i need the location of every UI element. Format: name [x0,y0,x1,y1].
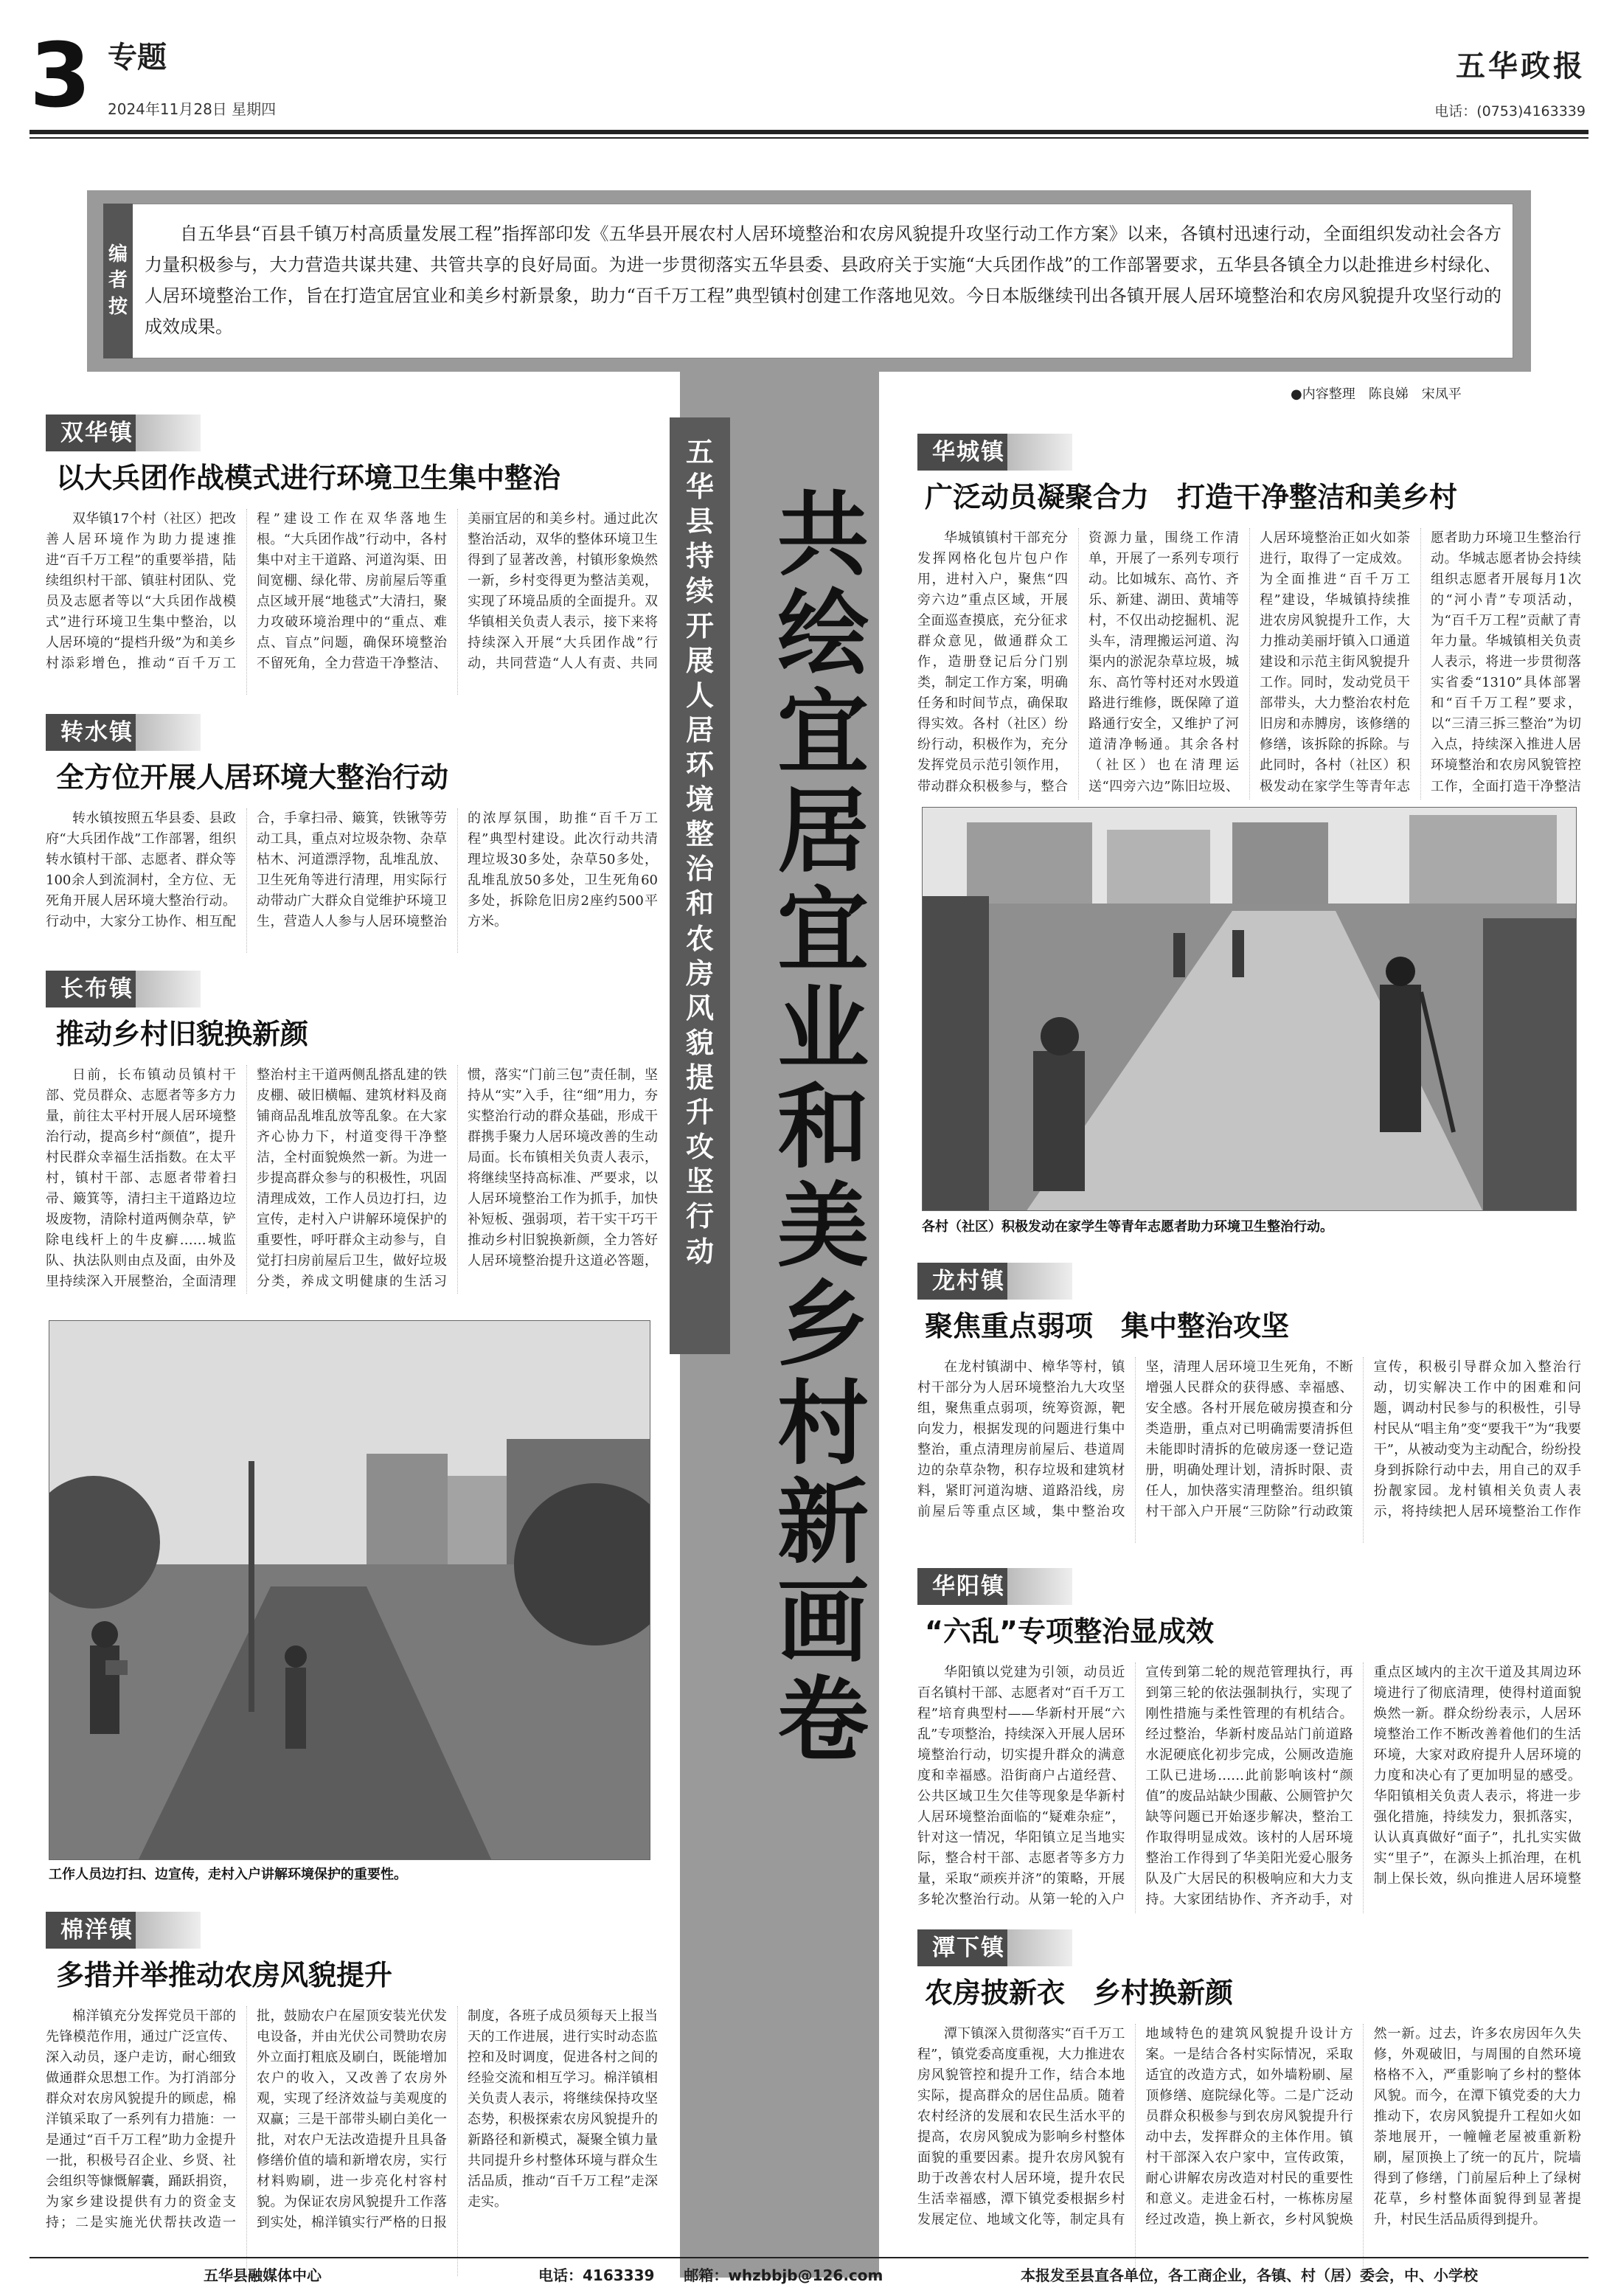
photo-changbu [49,1320,650,1860]
town-name: 棉洋镇 [60,1917,133,1943]
vertical-char: 和 [777,1075,869,1182]
vertical-char: 宜 [777,877,869,984]
page-number: 3 [29,25,91,128]
header-rule-thin [29,137,1589,139]
vertical-char: 华 [685,471,714,504]
town-name: 龙村镇 [932,1268,1005,1294]
vertical-char: 环 [685,748,714,781]
photo-huacheng [922,807,1577,1211]
town-tag [917,1568,1072,1605]
town-name: 长布镇 [60,976,133,1002]
town-name: 潭下镇 [932,1935,1005,1961]
vertical-char: 行 [685,1200,714,1233]
vertical-char: 五 [685,436,714,468]
vertical-char: 展 [685,644,714,677]
vertical-char: 人 [685,679,714,712]
vertical-char: 村 [777,1371,869,1478]
note-label-char: 按 [108,295,128,318]
header-phone: 电话：(0753)4163339 [1434,103,1586,119]
town-tag [46,1912,201,1949]
paper-name: 五华政报 [1456,49,1586,83]
town-tag [46,415,201,451]
section-body: 双华镇17个村（社区）把改善人居环境作为助力提速推进“百千万工程”的重要举措，陆续组织村干部、镇驻村团队、党员及志愿者等以“大兵团作战模式”进行环境卫生集中整治，以人居环境的“提档升级”为和美乡村添彩增色，推动“百千万工程”建设工作在双华落地生根。“大兵团作战”行动中，各村集中对主干道路、河道沟渠、田间宽棚、绿化带、房前屋后等重点区域开展“地毯式”大清扫，聚力攻破环境治理中的“重点、难点、盲点”问题，确保环境整治不留死角，全力营造干净整洁、美丽宜居的和美乡村。通过此次整治活动，双华的整体环境卫生得到了显著改善，村镇形象焕然一新，乡村变得更为整洁美观，实现了环境品质的全面提升。双华镇相关负责人表示，接下来将持续深入开展“大兵团作战”行动，共同营造“人人有责、共同 [46,510,658,672]
section-body: 华阳镇以党建为引领，动员近百名镇村干部、志愿者对“百千万工程”培育典型村——华新村开展“六乱”专项整治，持续深入开展人居环境整治行动，切实提升群众的满意度和幸福感。沿街商户占道经营、公共区域卫生欠佳等现象是华新村人居环境整治面临的“疑难杂症”，针对这一情况，华阳镇立足当地实际，整合村干部、志愿者等多方力量，采取“顽疾并济”的策略，开展多轮次整治行动。从第一轮的入户宣传到第二轮的规范管理执行，再到第三轮的依法强制执行，实现了刚性措施与柔性管理的有机结合。经过整治，华新村废品站门前道路水泥硬底化初步完成，公厕改造施工队已进场……此前影响该村“颜值”的废品站缺少围蔽、公厕管护欠缺等问题已开始逐步解决，整治工作取得明显成效。该村的人居环境整治工作得到了华美阳光爱心服务队及广大居民的积极响应和大力支持。大家团结协作、齐齐动手，对重点区域内的主次干道及其周边环境进行了彻底清理，使得村道面貌焕然一新。群众纷纷表示，人居环境整治工作不断改善着他们的生活环境，大家对政府提升人居环境的力度和决心有了更加明显的感受。华阳镇相关负责人表示，将进一步强化措施，持续发力，狠抓落实，认认真真做好“面子”，扎扎实实做实“里子”，在源头上抓治理，在机制上保长效，纵向推进人居环境整 [917,1664,1581,1908]
section-shuanghua [46,415,658,695]
section-tanxia [917,1929,1581,2273]
vertical-char: 宜 [777,679,869,786]
section-body: 华城镇镇村干部充分发挥网格化包片包户作用，进村入户，聚焦“四旁六边”重点区域，开展全面巡查摸底，充分征求群众意见，做通群众工作，造册登记后分门别类，制定工作方案，明确任务和时间节点，确保取得实效。各村（社区）纷纷行动，积极作为，充分发挥党员示范引领作用，带动群众积极参与，整合资源力量，围绕工作清单，开展了一系列专项行动。比如城东、高竹、齐乐、新建、湖田、黄埔等村，不仅出动挖掘机、泥头车，清理搬运河道、沟渠内的淤泥杂草垃圾，城东、高竹等村还对水毁道路进行维修，既保障了道路通行安全，又维护了河道清净畅通。其余各村（社区）也在清理运送“四旁六边”陈旧垃圾、人居环境整治正如火如荼进行，取得了一定成效。为全面推进“百千万工程”建设，华城镇持续推进农房风貌提升工作，大力推动美丽圩镇入口通道建设和示范主街风貌提升工作。同时，发动党员干部带头，大力整治农村危旧房和赤膊房，该修缮的修缮，该拆除的拆除。与此同时，各村（社区）积极发动在家学生等青年志愿者助力环境卫生整治行动。华城志愿者协会持续组织志愿者开展每月1次的“河小青”专项活动，为“百千万工程”贡献了青年力量。华城镇相关负责人表示，将进一步贯彻落实省委“1310”具体部署和“百千万工程”要求，以“三清三拆三整治”为切入点，持续深入推进人居环境整治和农房风貌管控工作，全面打造干净整洁 [917,530,1581,794]
section-title: 聚焦重点弱项 集中整治攻坚 [925,1310,1290,1342]
section-zhuanshui [46,714,658,953]
town-name: 华阳镇 [932,1573,1005,1600]
town-name: 双华镇 [60,420,133,446]
issue-date: 2024年11月28日 星期四 [108,100,277,118]
section-body: 日前，长布镇动员镇村干部、党员群众、志愿者等多方力量，前往太平村开展人居环境整治行动，提高乡村“颜值”，提升村民群众幸福生活指数。在太平村，镇村干部、志愿者带着扫帚、簸箕等，清扫主干道路边垃圾废物，清除村道两侧杂草，铲除电线杆上的牛皮癣……城监队、执法队则由点及面，由外及里持续深入开展整治，全面清理整治村主干道两侧乱搭乱建的铁皮棚、破旧横幅、建筑材料及商铺商品乱堆乱放等乱象。在大家齐心协力下，村道变得干净整洁，全村面貌焕然一新。为进一步提高群众参与的积极性，巩固清理成效，工作人员边打扫，边宣传，走村入户讲解环境保护的重要性，呼吁群众主动参与，自觉打扫房前屋后卫生，做好垃圾分类，养成文明健康的生活习惯，落实“门前三包”责任制，坚持从“实”入手，往“细”用力，夯实整治行动的群众基础，形成干群携手聚力人居环境改善的生动局面。长布镇相关负责人表示，将继续坚持高标准、严要求，以人居环境整治工作为抓手，加快补短板、强弱项，若干实干巧干推动乡村旧貌换新颜，全力答好人居环境整治提升这道必答题， [46,1067,658,1290]
footer-rule [29,2257,1589,2258]
vertical-char: 攻 [685,1131,714,1164]
vertical-char: 绘 [777,580,869,687]
vertical-char: 县 [685,505,714,538]
vertical-char: 动 [685,1235,714,1268]
town-tag [917,434,1072,471]
photo-caption: 工作人员边打扫、边宣传，走村入户讲解环境保护的重要性。 [49,1867,407,1882]
vertical-char: 房 [685,957,714,990]
section-title: 以大兵团作战模式进行环境卫生集中整治 [56,462,561,494]
section-huacheng [917,434,1581,800]
section-title: “六乱”专项整治显成效 [925,1615,1214,1648]
street-sweeping-scene [49,1321,650,1860]
footer-distribution: 本报发至县直各单位，各工商企业，各镇、村（居）委会，中、小学校 [1021,2266,1478,2284]
vertical-main-title [765,482,881,1774]
section-huayang [917,1568,1581,1913]
vertical-char: 貌 [685,1026,714,1059]
vertical-char: 共 [777,482,869,589]
vertical-char: 画 [777,1568,869,1675]
vertical-char: 风 [685,991,714,1024]
section-body: 棉洋镇充分发挥党员干部的先锋模范作用，通过广泛宣传、深入动员，逐户走访，耐心细致做通群众思想工作。为打消部分群众对农房风貌提升的顾虑，棉洋镇采取了一系列有力措施：一是通过“百千万工程”助力金提升一批，积极号召企业、乡贤、社会组织等慷慨解囊，踊跃捐资，为家乡建设提供有力的资金支持；二是实施光伏帮扶改造一批，鼓励农户在屋顶安装光伏发电设备，并由光伏公司赞助农房外立面打粗底及刷白，既能增加农户的收入，又改善了农房外观，实现了经济效益与美观度的双赢；三是干部带头刷白美化一批，对农户无法改造提升且具备修缮价值的墙和新增农房，实行材料购刷，进一步亮化村容村貌。为保证农房风貌提升工作落到实处，棉洋镇实行严格的日报制度，各班子成员须每天上报当天的工作进展，进行实时动态监控和及时调度，促进各村之间的经验交流和相互学习。棉洋镇相关负责人表示，将继续保持攻坚态势，积极探索农房风貌提升的新路径和新模式，凝聚全镇力量共同提升乡村整体环境与群众生活品质，推动“百千万工程”走深走实。 [46,2008,658,2231]
section-mianyang [46,1912,658,2276]
vertical-char: 治 [685,853,714,886]
town-name: 华城镇 [932,439,1005,465]
editor-note-text: 自五华县“百县千镇万村高质量发展工程”指挥部印发《五华县开展农村人居环境整治和农房风貌提升攻坚行动工作方案》以来，各镇村迅速行动，全面组织发动社会各方力量积极参与，大力营造共谋共建、共管共享的良好局面。为进一步贯彻落实五华县委、县政府关于实施“大兵团作战”的工作部署要求，五华县各镇全力以赴推进乡村绿化、人居环境整治工作，旨在打造宜居宜业和美乡村新景象，助力“百千万工程”典型镇村创建工作落地见效。今日本版继续刊出各镇开展人居环境整治和农房风貌提升攻坚行动的成效成果。 [145,223,1501,337]
town-tag [917,1929,1072,1966]
vertical-char: 续 [685,575,714,608]
vertical-char: 提 [685,1061,714,1094]
vertical-char: 开 [685,609,714,642]
vertical-char: 新 [777,1470,869,1577]
vertical-char: 坚 [685,1165,714,1199]
town-tag [46,971,201,1007]
editor-note-label [103,204,133,358]
section-body: 潭下镇深入贯彻落实“百千万工程”，镇党委高度重视，大力推进农房风貌管控和提升工作，结合本地实际，提高群众的居住品质。随着农村经济的发展和农民生活水平的提高，农房风貌成为影响乡村整体面貌的重要因素。提升农房风貌有助于改善农村人居环境，提升农民生活幸福感，潭下镇党委根据乡村发展定位、地域文化等，制定具有地域特色的建筑风貌提升设计方案。一是结合各村实际情况，采取适宜的改造方式，如外墙粉刷、屋顶修缮、庭院绿化等。二是广泛动员群众积极参与到农房风貌提升行动中去，发挥群众的主体作用。镇村干部深入农户家中，宣传政策，耐心讲解农房改造对村民的重要性和意义。走进金石村，一栋栋房屋经过改造，换上新衣，乡村风貌焕然一新。过去，许多农房因年久失修，外观破旧，与周围的自然环境格格不入，严重影响了乡村的整体风貌。而今，在潭下镇党委的大力推动下，农房风貌提升工程如火如荼地展开，一幢幢老屋被重新粉刷，屋顶换上了统一的瓦片，院墙得到了修缮，门前屋后种上了绿树花草，乡村整体面貌得到显著提升，村民生活品质得到提升。 [917,2025,1581,2228]
town-tag [46,714,201,751]
vertical-char: 居 [685,713,714,746]
vertical-char: 乡 [777,1272,869,1379]
vertical-char: 农 [685,922,714,955]
section-body: 在龙村镇湖中、樟华等村，镇村干部分为人居环境整治九大攻坚组，聚焦重点弱项，统筹资源，靶向发力，根据发现的问题进行集中整治，重点清理房前屋后、巷道周边的杂草杂物，积存垃圾和建筑材料，紧盯河道沟塘、道路沿线，房前屋后等重点区域，集中整治攻坚，清理人居环境卫生死角，不断增强人民群众的获得感、幸福感、安全感。各村开展危破房摸查和分类造册，重点对已明确需要清拆但未能即时清拆的危破房逐一登记造册，明确处理计划，清拆时限、责任人，加快落实清理整治。组织镇村干部入户开展“三防除”行动政策宣传，积极引导群众加入整治行动，切实解决工作中的困难和问题，调动村民参与的积极性，引导村民从“唱主角”变“要我干”为“我要干”，从被动变为主动配合，纷纷投身到拆除行动中去，用自己的双手扮靓家园。龙村镇相关负责人表示，将持续把人居环境整治工作作 [917,1359,1581,1520]
section-title: 农房披新衣 乡村换新颜 [925,1977,1234,2009]
vertical-char: 升 [685,1096,714,1129]
column-name: 专题 [108,41,167,74]
town-name: 转水镇 [60,719,133,746]
vertical-subtitle [670,435,730,1269]
volunteers-cleaning-scene [923,808,1577,1211]
section-changbu [46,971,658,1294]
town-tag [917,1263,1072,1300]
vertical-char: 持 [685,540,714,573]
section-body: 转水镇按照五华县委、县政府“大兵团作战”工作部署，组织转水镇村干部、志愿者、群众等100余人到流洞村，全方位、无死角开展人居环境大整治行动。行动中，大家分工协作、相互配合，手拿扫帚、簸箕，铁锹等劳动工具，重点对垃圾杂物、杂草枯木、河道漂浮物，乱堆乱放、卫生死角等进行清理，用实际行动带动广大群众自觉维护环境卫生，营造人人参与人居环境整治的浓厚氛围，助推“百千万工程”典型村建设。此次行动共清理垃圾30多处，杂草50多处，乱堆乱放50多处，卫生死角60多处，拆除危旧房2座约500平方米。 [46,810,658,929]
photo-caption: 各村（社区）积极发动在家学生等青年志愿者助力环境卫生整治行动。 [922,1219,1333,1235]
note-label-char: 编 [108,243,128,266]
vertical-char: 境 [685,783,714,816]
section-longcun [917,1263,1581,1543]
header-rule [29,130,1589,134]
note-label-char: 者 [108,269,128,292]
section-title: 广泛动员凝聚合力 打造干净整洁和美乡村 [925,481,1458,513]
vertical-char: 卷 [777,1667,869,1774]
vertical-char: 业 [777,976,869,1083]
vertical-char: 和 [685,887,714,920]
vertical-char: 居 [777,778,869,885]
footer-publisher: 五华县融媒体中心 [204,2266,322,2284]
section-title: 推动乡村旧貌换新颜 [56,1018,309,1050]
vertical-char: 美 [777,1173,869,1280]
vertical-char: 整 [685,818,714,851]
section-title: 全方位开展人居环境大整治行动 [56,761,449,794]
content-credit: ●内容整理 陈良娣 宋凤平 [1291,386,1462,402]
section-title: 多措并举推动农房风貌提升 [56,1959,393,1991]
footer-contact: 电话：4163339 邮箱：whzbbjb@126.com [538,2266,883,2284]
